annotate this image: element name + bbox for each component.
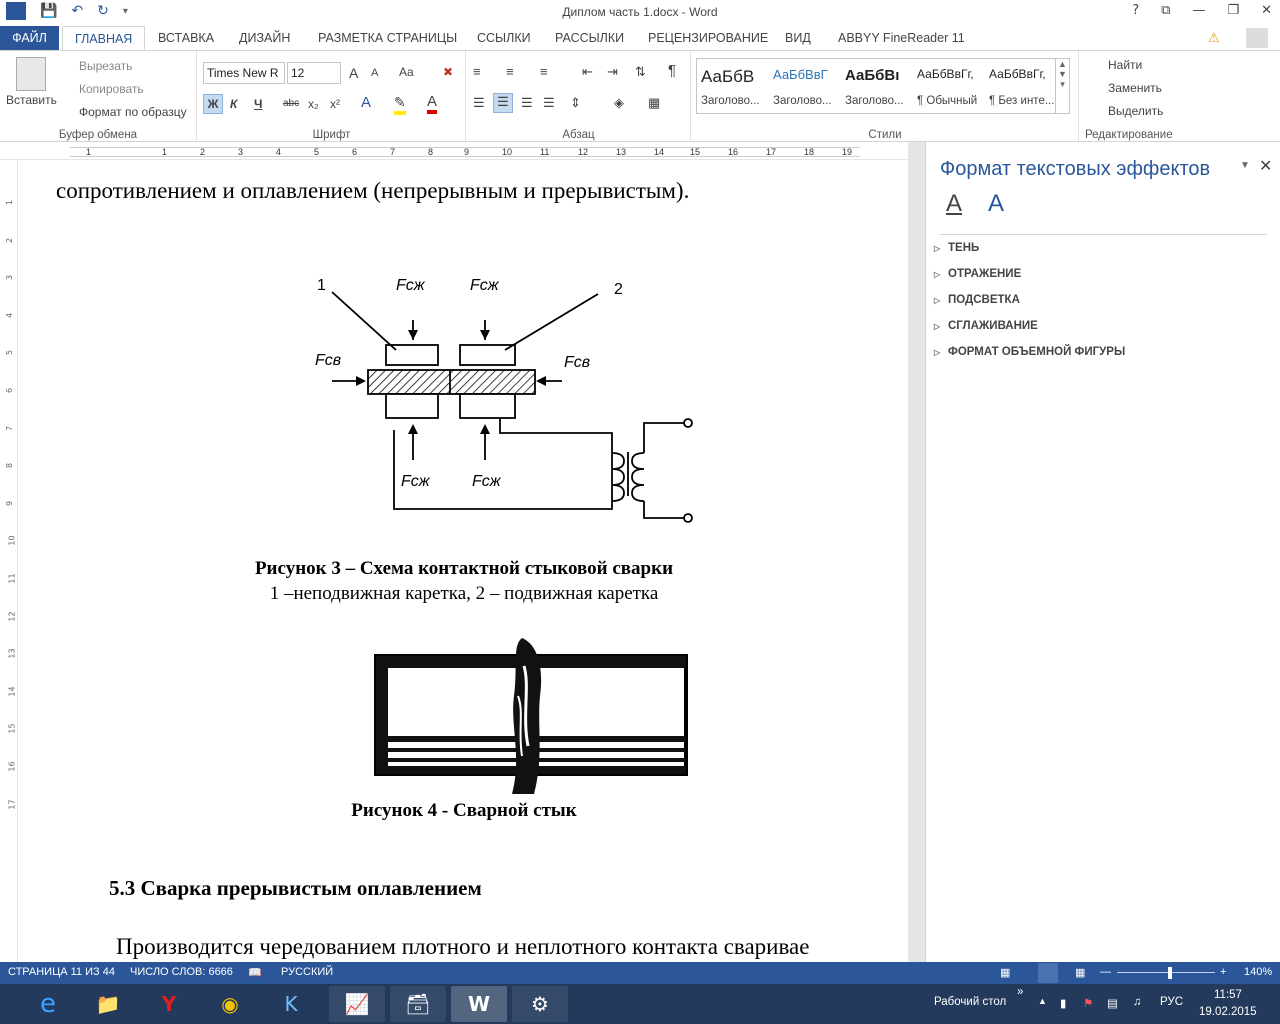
ruler-tick: 2 — [200, 147, 206, 157]
control-panel-icon[interactable]: ⚙ — [512, 986, 568, 1022]
read-mode-icon[interactable]: ▦ — [1000, 967, 1011, 979]
figure-4-weld-image — [372, 636, 692, 796]
increase-indent-icon[interactable]: ⇥ — [607, 64, 618, 79]
customize-qat-icon[interactable]: ▾ — [122, 5, 128, 17]
force-clamp-label: Fсж — [470, 277, 499, 294]
ruler-tick: 6 — [352, 147, 358, 157]
window-controls — [1132, 3, 1272, 18]
vruler-tick: 5 — [5, 350, 15, 356]
proofing-icon[interactable]: 📖 — [248, 967, 262, 979]
copy-button[interactable]: Копировать — [79, 82, 144, 96]
close-button[interactable]: ✕ — [1261, 3, 1272, 18]
vruler-tick: 1 — [5, 199, 15, 206]
paragraph-group-label: Абзац — [562, 129, 595, 141]
pane-item-3d-format[interactable]: ▷ ФОРМАТ ОБЪЕМНОЙ ФИГУРЫ — [948, 346, 1125, 358]
numbering-icon[interactable]: ≡ — [506, 64, 514, 79]
ruler-tick: 14 — [654, 147, 665, 157]
vruler-tick: 9 — [5, 500, 15, 506]
ruler-tick: 17 — [766, 147, 777, 157]
multilevel-list-icon[interactable]: ≡ — [540, 64, 548, 79]
styles-group-label: Стили — [868, 129, 902, 141]
body-line: сопротивлением и оплавлением (непрерывным и прерывистым). — [56, 178, 690, 203]
redo-icon[interactable]: ↻ — [97, 3, 109, 19]
ruler-tick: 1 — [162, 147, 168, 157]
avatar[interactable] — [1246, 28, 1268, 48]
vruler-tick: 3 — [5, 275, 15, 281]
strikethrough-button[interactable]: abc — [283, 98, 300, 109]
ribbon-tabs — [0, 26, 1280, 50]
web-layout-icon[interactable]: ▦ — [1075, 967, 1086, 979]
force-weld-label: Fсв — [564, 354, 591, 371]
italic-button[interactable]: К — [230, 97, 238, 111]
format-painter-button[interactable]: Формат по образцу — [79, 105, 187, 119]
horizontal-ruler[interactable] — [0, 142, 925, 160]
editing-group — [1080, 51, 1280, 142]
tab-design[interactable]: ДИЗАЙН — [239, 31, 291, 45]
style-heading-3[interactable] — [841, 59, 913, 113]
clipboard-group — [0, 51, 197, 142]
zoom-level[interactable]: 140% — [1244, 966, 1273, 978]
style-name: ¶ Обычный — [917, 95, 978, 107]
ruler-tick: 18 — [804, 147, 815, 157]
figure-3-subcaption: 1 –неподвижная каретка, 2 – подвижная каретка — [269, 583, 659, 604]
language-status[interactable]: РУССКИЙ — [281, 966, 334, 978]
vruler-tick: 17 — [7, 799, 17, 810]
clock-date[interactable]: 19.02.2015 — [1199, 1006, 1257, 1018]
toolbar-expand-icon[interactable]: » — [1017, 986, 1024, 998]
underline-button[interactable]: Ч — [254, 97, 263, 111]
undo-icon[interactable]: ↶ — [71, 3, 84, 19]
ruler-tick: 16 — [728, 147, 739, 157]
tab-page-layout[interactable]: РАЗМЕТКА СТРАНИЦЫ — [318, 31, 458, 45]
grow-font-button[interactable]: A — [349, 65, 359, 81]
print-layout-icon[interactable] — [1038, 963, 1058, 983]
figure-3-caption: Рисунок 3 – Схема контактной стыковой сварки — [254, 558, 674, 579]
tab-file[interactable]: ФАЙЛ — [0, 26, 59, 50]
sort-icon[interactable]: ⇅ — [635, 64, 646, 79]
pane-divider — [940, 234, 1267, 235]
text-effects-icon[interactable]: A — [361, 94, 372, 111]
ruler-tick: 19 — [842, 147, 853, 157]
status-bar — [0, 962, 1280, 984]
desktop-toolbar[interactable]: Рабочий стол — [934, 996, 1007, 1008]
ruler-tick: 9 — [464, 147, 470, 157]
zoom-in-icon[interactable]: + — [1220, 966, 1227, 978]
font-size-select[interactable]: 12 — [287, 62, 341, 84]
pane-title: Формат текстовых эффектов — [940, 158, 1211, 180]
vruler-tick: 11 — [7, 573, 17, 584]
ruler-tick: 12 — [578, 147, 589, 157]
restore-button[interactable]: ❐ — [1227, 3, 1240, 18]
ruler-tick: 11 — [540, 147, 550, 157]
vruler-tick: 10 — [7, 535, 17, 546]
tab-insert[interactable]: ВСТАВКА — [158, 31, 215, 45]
vruler-tick: 7 — [5, 425, 15, 431]
shading-icon[interactable]: ◈ — [614, 95, 624, 110]
section-heading: 5.3 Сварка прерывистым оплавлением — [109, 876, 482, 900]
font-group-label: Шрифт — [312, 129, 351, 141]
show-marks-icon[interactable]: ¶ — [668, 62, 677, 79]
tab-abbyy[interactable]: ABBYY FineReader 11 — [838, 31, 965, 45]
vruler-tick: 8 — [5, 463, 15, 469]
zoom-thumb[interactable] — [1168, 967, 1172, 979]
word-count[interactable]: ЧИСЛО СЛОВ: 6666 — [130, 966, 233, 978]
align-right-icon[interactable]: ☰ — [521, 95, 533, 110]
style-name: Заголово... — [773, 95, 832, 107]
clear-format-icon[interactable]: ✖ — [443, 65, 454, 79]
vruler-tick: 15 — [7, 723, 17, 734]
style-name: Заголово... — [701, 95, 760, 107]
styles-group — [692, 51, 1079, 142]
pane-item-glow[interactable]: ▷ ПОДСВЕТКА — [948, 294, 1020, 306]
ruler-tick: 15 — [690, 147, 701, 157]
select-button[interactable]: Выделить — [1108, 104, 1164, 118]
ribbon-display-button[interactable]: ⧉ — [1161, 3, 1171, 18]
paste-icon[interactable] — [16, 57, 46, 91]
chrome-icon[interactable]: ◉ — [221, 992, 239, 1016]
style-preview: АаБбВвГг, — [989, 67, 1046, 81]
label-2: 2 — [614, 281, 623, 298]
subscript-button[interactable]: x₂ — [308, 97, 319, 111]
change-case-button[interactable]: Aa — [399, 65, 414, 79]
force-weld-label: Fсв — [315, 352, 342, 369]
archive-app-icon[interactable]: 🗃 — [390, 986, 446, 1022]
document-edge — [908, 142, 925, 962]
borders-icon[interactable]: ▦ — [648, 95, 661, 110]
font-name-select[interactable]: Times New R — [203, 62, 285, 84]
browser-k-icon[interactable]: K — [284, 992, 298, 1016]
pane-close-icon[interactable]: ✕ — [1259, 158, 1273, 175]
style-preview: АаБбВвГг, — [917, 67, 974, 81]
text-effects-tab-icon[interactable]: A — [988, 190, 1005, 217]
style-name: Заголово... — [845, 95, 904, 107]
volume-icon[interactable]: ♫ — [1133, 996, 1142, 1008]
style-preview: АаБбВвГ — [773, 67, 828, 82]
force-clamp-label: Fсж — [472, 473, 501, 490]
editing-group-label: Редактирование — [1085, 129, 1173, 141]
help-button[interactable]: ? — [1132, 3, 1140, 18]
word-logo-icon[interactable]: W — [6, 2, 26, 20]
ruler-tick: 4 — [276, 147, 282, 157]
ruler-tick: 5 — [314, 147, 320, 157]
bullets-icon[interactable]: ≡ — [473, 64, 481, 79]
find-button[interactable]: Найти — [1108, 58, 1143, 72]
explorer-icon[interactable]: 📁 — [95, 992, 121, 1016]
figure-3-diagram — [300, 260, 740, 540]
style-heading-1[interactable] — [697, 59, 769, 113]
vruler-tick: 16 — [7, 761, 17, 772]
vruler-tick: 13 — [7, 648, 17, 659]
windows-taskbar — [0, 984, 1280, 1024]
style-heading-2[interactable] — [769, 59, 841, 113]
minimize-button[interactable]: — — [1192, 3, 1206, 18]
text-fill-outline-icon[interactable]: A — [946, 190, 963, 217]
replace-button[interactable]: Заменить — [1108, 81, 1162, 95]
superscript-button[interactable]: x² — [330, 97, 340, 111]
clock-time[interactable]: 11:57 — [1214, 989, 1242, 1001]
force-clamp-label: Fсж — [401, 473, 430, 490]
label-1: 1 — [317, 277, 326, 294]
tab-view[interactable]: ВИД — [785, 31, 811, 45]
ruler-tick: 8 — [428, 147, 434, 157]
ruler-tick: 3 — [238, 147, 244, 157]
ribbon — [0, 50, 1280, 142]
highlight-icon[interactable]: ✎ — [394, 94, 406, 115]
decrease-indent-icon[interactable]: ⇤ — [582, 64, 593, 79]
tab-home[interactable]: ГЛАВНАЯ — [62, 26, 145, 50]
style-name: ¶ Без инте... — [989, 95, 1055, 107]
ruler-tick: 13 — [616, 147, 627, 157]
force-clamp-label: Fсж — [396, 277, 425, 294]
warning-icon[interactable]: ⚠ — [1208, 30, 1220, 45]
tab-mailings[interactable]: РАССЫЛКИ — [555, 31, 625, 45]
vruler-tick: 2 — [5, 237, 15, 243]
title-bar — [0, 0, 1280, 26]
pane-item-reflection[interactable]: ▷ ОТРАЖЕНИЕ — [948, 268, 1021, 280]
clipboard-group-label: Буфер обмена — [58, 129, 138, 141]
pane-item-soft-edges[interactable]: ▷ СГЛАЖИВАНИЕ — [948, 320, 1038, 332]
vruler-tick: 6 — [5, 387, 15, 394]
tab-review[interactable]: РЕЦЕНЗИРОВАНИЕ — [648, 31, 769, 45]
ie-icon[interactable]: e — [40, 989, 56, 1019]
save-icon[interactable]: 💾 — [40, 3, 58, 19]
align-left-icon[interactable]: ☰ — [473, 95, 485, 110]
shrink-font-button[interactable]: A — [371, 67, 379, 79]
style-no-spacing[interactable] — [985, 59, 1057, 113]
zoom-out-icon[interactable]: — — [1100, 966, 1111, 978]
flag-icon[interactable]: ⚑ — [1083, 998, 1094, 1010]
style-preview: АаБбВ — [701, 67, 755, 86]
vertical-ruler[interactable] — [0, 160, 18, 962]
vruler-tick: 14 — [7, 686, 17, 697]
document-page[interactable] — [20, 160, 908, 962]
word-taskbar-icon[interactable]: W — [451, 986, 507, 1022]
bold-button[interactable]: Ж — [203, 94, 223, 114]
figure-4-caption: Рисунок 4 - Сварной стык — [351, 800, 577, 821]
ruler-tick: 10 — [502, 147, 513, 157]
monitor-app-icon[interactable]: 📈 — [329, 986, 385, 1022]
style-normal[interactable] — [913, 59, 985, 113]
styles-gallery — [696, 58, 1070, 114]
align-center-icon[interactable]: ☰ — [493, 93, 513, 113]
vruler-tick: 12 — [7, 611, 17, 622]
input-language[interactable]: РУС — [1160, 996, 1184, 1008]
tray-up-icon[interactable]: ▲ — [1038, 996, 1047, 1006]
vruler-tick: 4 — [5, 312, 15, 318]
styles-scroll[interactable]: ▲ ▼ ▾ — [1055, 59, 1069, 113]
pane-item-shadow[interactable]: ▷ ТЕНЬ — [948, 242, 979, 254]
ruler-tick: 1 — [86, 147, 92, 157]
format-text-effects-pane — [925, 142, 1280, 962]
font-color-icon[interactable]: A — [427, 93, 437, 114]
style-preview: АаБбВı — [845, 67, 900, 84]
line-spacing-icon[interactable]: ⇕ — [570, 95, 581, 110]
yandex-icon[interactable]: Y — [161, 992, 177, 1016]
network-icon[interactable]: ▤ — [1107, 998, 1118, 1010]
pane-options-icon[interactable]: ▼ — [1240, 160, 1250, 171]
paste-button[interactable]: Вставить — [6, 93, 57, 107]
tab-references[interactable]: ССЫЛКИ — [477, 31, 531, 45]
font-group — [198, 51, 466, 142]
paragraph-group — [467, 51, 691, 142]
window-title: Диплом часть 1.docx - Word — [562, 5, 718, 19]
tray-icon[interactable]: ▮ — [1060, 998, 1067, 1010]
body-paragraph: Производится чередованием плотного и неплотного контакта сваривае — [116, 934, 810, 959]
cut-button[interactable]: Вырезать — [79, 59, 133, 73]
zoom-slider[interactable] — [1117, 972, 1215, 973]
ruler-tick: 7 — [390, 147, 396, 157]
page-count[interactable]: СТРАНИЦА 11 ИЗ 44 — [8, 966, 115, 978]
justify-icon[interactable]: ☰ — [543, 95, 555, 110]
